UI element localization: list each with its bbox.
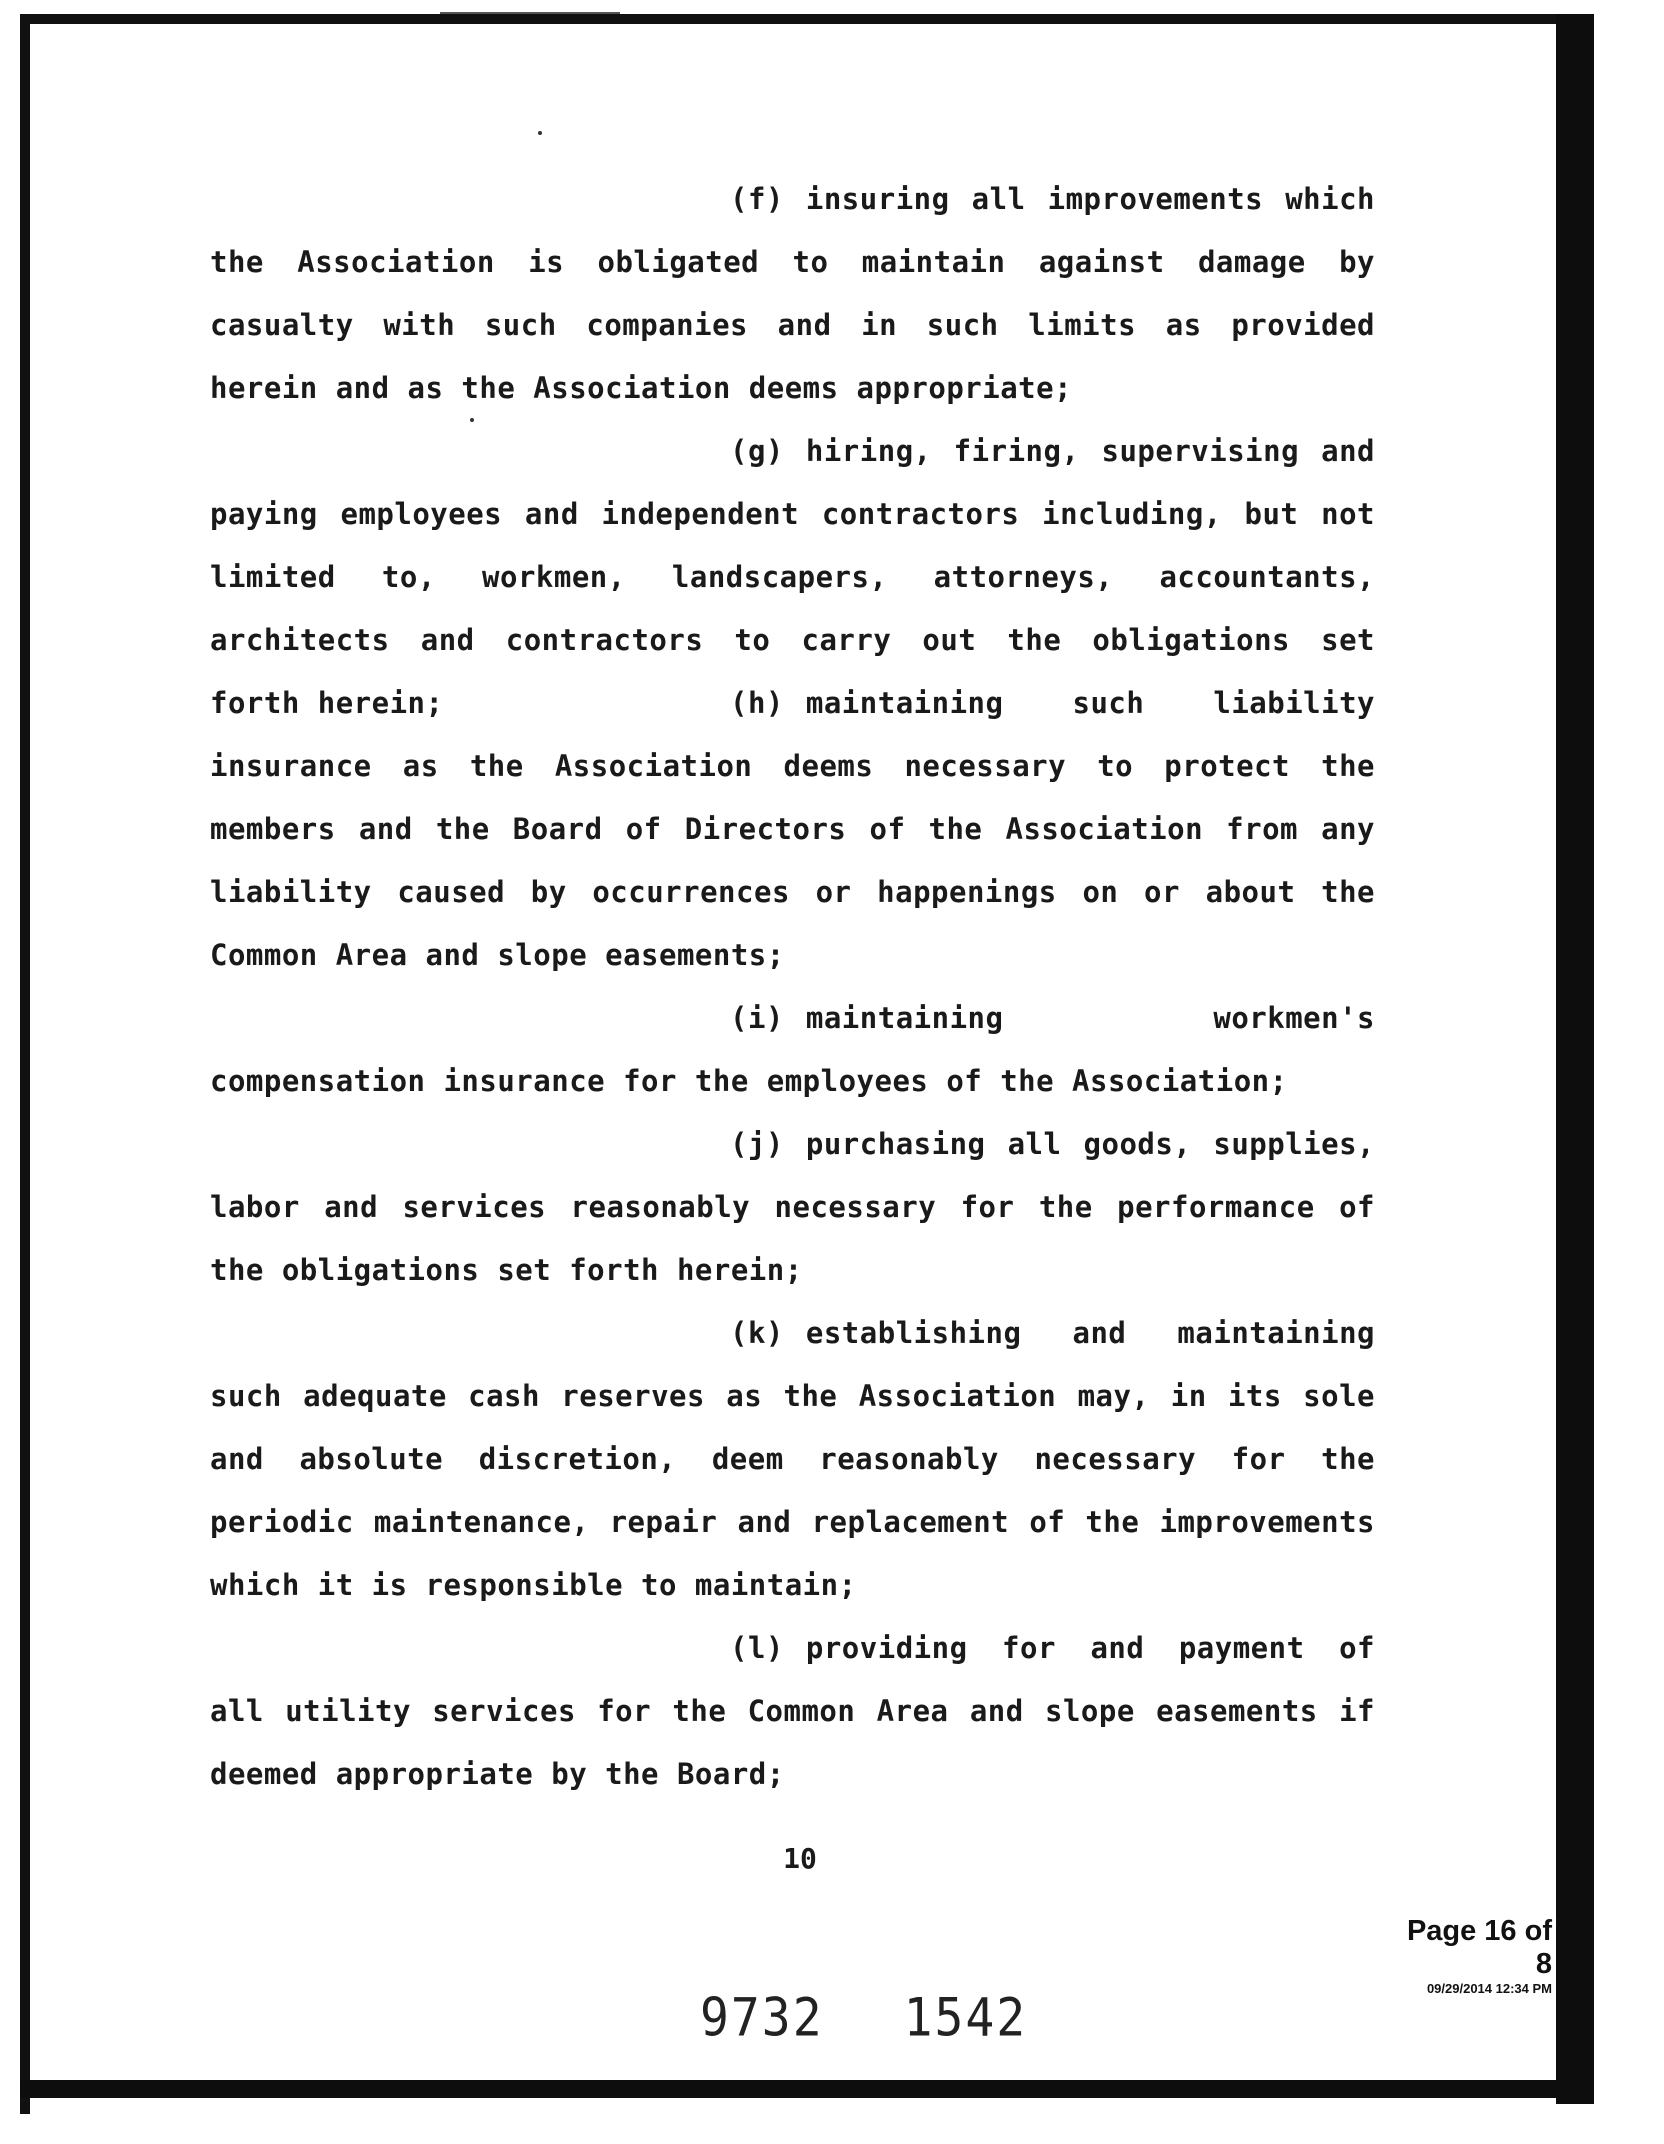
clause-i [210, 987, 1375, 1113]
scan-border-top [20, 14, 1560, 24]
clause-marker: (l) [730, 1631, 784, 1665]
clause-text: maintaining workmen's compensation insurance for the employees of the Association; [210, 1001, 1375, 1098]
clause-text: maintaining such liability insurance as the Association deems necessary to protect the members and the Board of Directors of the Association from any liability caused by occurrences or happenings on or about the Common Area and slope easements; [210, 686, 1375, 972]
clause-marker: (j) [730, 1127, 784, 1161]
book-page-reference [700, 1987, 1107, 2049]
page-stamp [1390, 1915, 1552, 1996]
clause-marker: (f) [730, 182, 784, 216]
clause-text: hiring, firing, supervising and paying employees and independent contractors including, but not limited to, workmen, landscapers, attorneys, accountants, architects and contractors to carry out the obligations set forth herein; [210, 434, 1375, 720]
clause-marker: (g) [730, 434, 784, 468]
clause-text: providing for and payment of all utility services for the Common Area and slope easements if deemed appropriate by the Board; [210, 1631, 1375, 1791]
clause-text: establishing and maintaining such adequate cash reserves as the Association may, in its sole and absolute discretion, deem reasonably necessary for the periodic maintenance, repair and replacement of the improvements which it is responsible to maintain; [210, 1316, 1375, 1602]
clause-f [210, 168, 1375, 420]
clause-text: purchasing all goods, supplies, labor and services reasonably necessary for the performance of the obligations set forth herein; [210, 1127, 1375, 1287]
clause-j [210, 1113, 1375, 1302]
clause-h [210, 672, 1375, 987]
book-number: 9732 [700, 1987, 824, 2049]
clause-marker: (k) [730, 1316, 784, 1350]
scan-border-right [1556, 14, 1594, 2104]
clause-k [210, 1302, 1375, 1617]
clause-marker: (h) [730, 686, 784, 720]
scan-border-left [20, 14, 30, 2114]
scan-border-bottom [20, 2080, 1594, 2098]
scan-speck [538, 131, 542, 135]
book-page-number: 1542 [903, 1987, 1028, 2049]
scan-hairline [440, 12, 620, 14]
timestamp: 09/29/2014 12:34 PM [1426, 1981, 1552, 1996]
clause-l [210, 1617, 1375, 1806]
page-count-label: Page 16 of 8 [1406, 1915, 1552, 1980]
page-number: 10 [783, 1842, 817, 1875]
clause-marker: (i) [730, 1001, 784, 1035]
clause-text: insuring all improvements which the Association is obligated to maintain against damage by casualty with such companies and in such limits as provided herein and as the Association deems appropriate; [210, 182, 1375, 405]
